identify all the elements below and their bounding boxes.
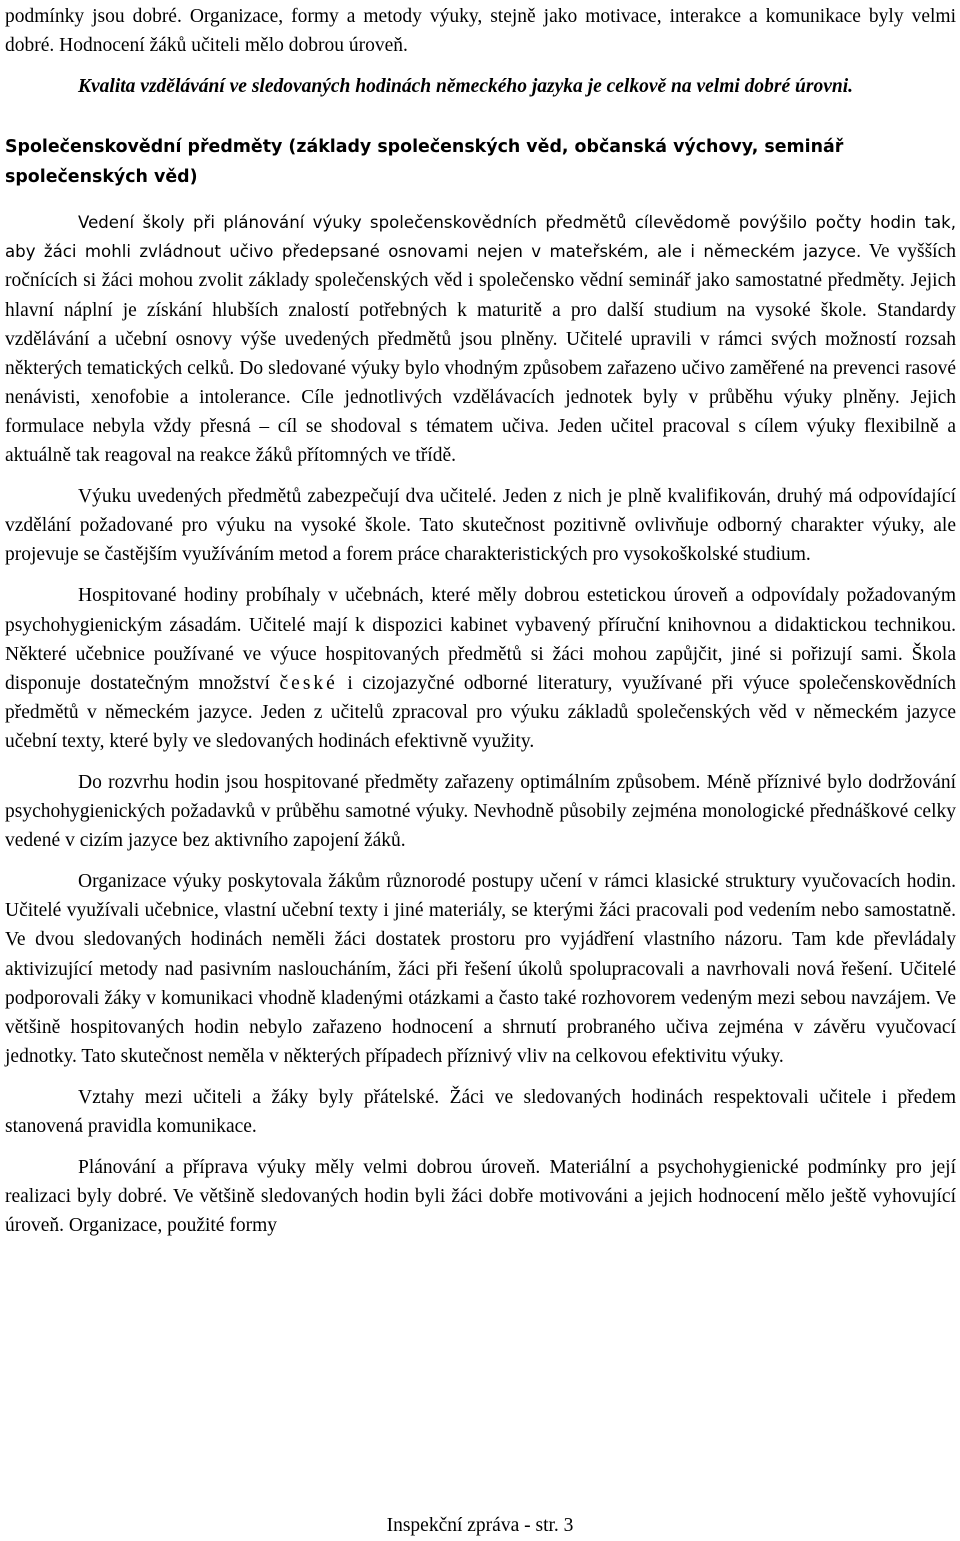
- paragraph-classrooms-spaced-word: české: [279, 672, 338, 694]
- paragraph-planning-part-a: Vedení školy při plánování výuky společenskovědních předmětů cílevědomě povýšilo počty hodin tak, aby žáci mohli zvládnout učivo předepsané osnovami nejen v mateřském, ale i německém jazyce.: [5, 213, 956, 262]
- paragraph-planning: [5, 208, 956, 470]
- paragraph-planning-part-b: Ve vyšších ročnících si žáci mohou zvolit základy společenských věd i společensko vědní seminář jako samostatné předměty. Jejich hlavní náplní je získání hlubších znalostí potřebných k maturitě a pro další studium na vysoké škole. Standardy vzdělávání a učební osnovy výše uvedených předmětů jsou plněny. Učitelé upravili v rámci svých možností rozsah některých tematických celků. Do sledované výuky bylo vhodným způsobem zařazeno učivo zaměřené na prevenci rasové nenávisti, xenofobie a intolerance. Cíle jednotlivých vzdělávacích jednotek byly v průběhu výuky plněny. Jejich formulace nebyla vždy přesná – cíl se shodoval s tématem učiva. Jeden učitel pracoval s cílem výuky flexibilně a aktuálně tak reagoval na reakce žáků přítomných ve třídě.: [5, 241, 956, 467]
- section-heading: Společenskovědní předměty (základy společenských věd, občanská výchovy, seminář společenských věd): [5, 137, 844, 187]
- paragraph-teachers: Výuku uvedených předmětů zabezpečují dva učitelé. Jeden z nich je plně kvalifikován, druhý má odpovídající vzdělání požadované pro výuku na vysoké škole. Tato skutečnost pozitivně ovlivňuje odborný charakter výuky, ale projevuje se častějším využíváním metod a forem práce charakteristických pro vysokoškolské studium.: [5, 486, 956, 566]
- paragraph-relationships: Vztahy mezi učiteli a žáky byly přátelské. Žáci ve sledovaných hodinách respektovali učitele i předem stanovená pravidla komunikace.: [5, 1086, 956, 1137]
- paragraph-classrooms-after: i cizojazyčné odborné literatury, využívané při výuce společenskovědních předmětů v německém jazyce. Jeden z učitelů zpracoval pro výuku základů společenských věd v německém jazyce učební texty, které byly ve sledovaných hodinách efektivně využity.: [5, 672, 956, 752]
- page-footer: Inspekční zpráva - str. 3: [386, 1515, 574, 1536]
- conclusion-statement: Kvalita vzdělávání ve sledovaných hodinách německého jazyka je celkově na velmi dobré úrovni.: [78, 76, 854, 98]
- paragraph-classrooms: [5, 581, 956, 756]
- document-page: [5, 2, 956, 1240]
- paragraph-organization: Organizace výuky poskytovala žákům různorodé postupy učení v rámci klasické struktury vyučovacích hodin. Učitelé využívali učebnice, vlastní učební texty i jiné materiály, se kterými žáci pracovali pod vedením nebo samostatně. Ve dvou sledovaných hodinách neměli žáci dostatek prostoru pro vyjádření vlastního názoru. Tam kde převládaly aktivizující metody nad pasivním nasloucháním, žáci při řešení úkolů spolupracovali a navrhovali nová řešení. Učitelé podporovali žáky v komunikaci vhodně kladenými otázkami a často také rozhovorem vedeným mezi sebou navzájem. Ve většině hospitovaných hodin nebylo zařazeno hodnocení a shrnutí probraného učiva zejména v závěru vyučovací jednotky. Tato skutečnost neměla v některých případech příznivý vliv na celkovou efektivitu výuky.: [5, 871, 956, 1067]
- intro-paragraph: podmínky jsou dobré. Organizace, formy a metody výuky, stejně jako motivace, interakce a komunikace byly velmi dobré. Hodnocení žáků učiteli mělo dobrou úroveň.: [5, 6, 956, 57]
- paragraph-classrooms-before: Hospitované hodiny probíhaly v učebnách, které měly dobrou estetickou úroveň a odpovídaly požadovaným psychohygienickým zásadám. Učitelé mají k dispozici kabinet vybavený příruční knihovnou a didaktickou technikou. Některé učebnice používané ve výuce hospitovaných předmětů si žáci mohou zapůjčit, jiné si pořizují sami. Škola disponuje dostatečným množství: [5, 585, 956, 694]
- paragraph-preparation: Plánování a příprava výuky měly velmi dobrou úroveň. Materiální a psychohygienické podmínky pro její realizaci byly dobré. Ve většině sledovaných hodin byli žáci dobře motivováni a jejich hodnocení mělo ještě vyhovující úroveň. Organizace, použité formy: [5, 1157, 956, 1237]
- paragraph-schedule: Do rozvrhu hodin jsou hospitované předměty zařazeny optimálním způsobem. Méně příznivé bylo dodržování psychohygienických požadavků v průběhu samotné výuky. Nevhodně působily zejména monologické přednáškové celky vedené v cizím jazyce bez aktivního zapojení žáků.: [5, 771, 956, 852]
